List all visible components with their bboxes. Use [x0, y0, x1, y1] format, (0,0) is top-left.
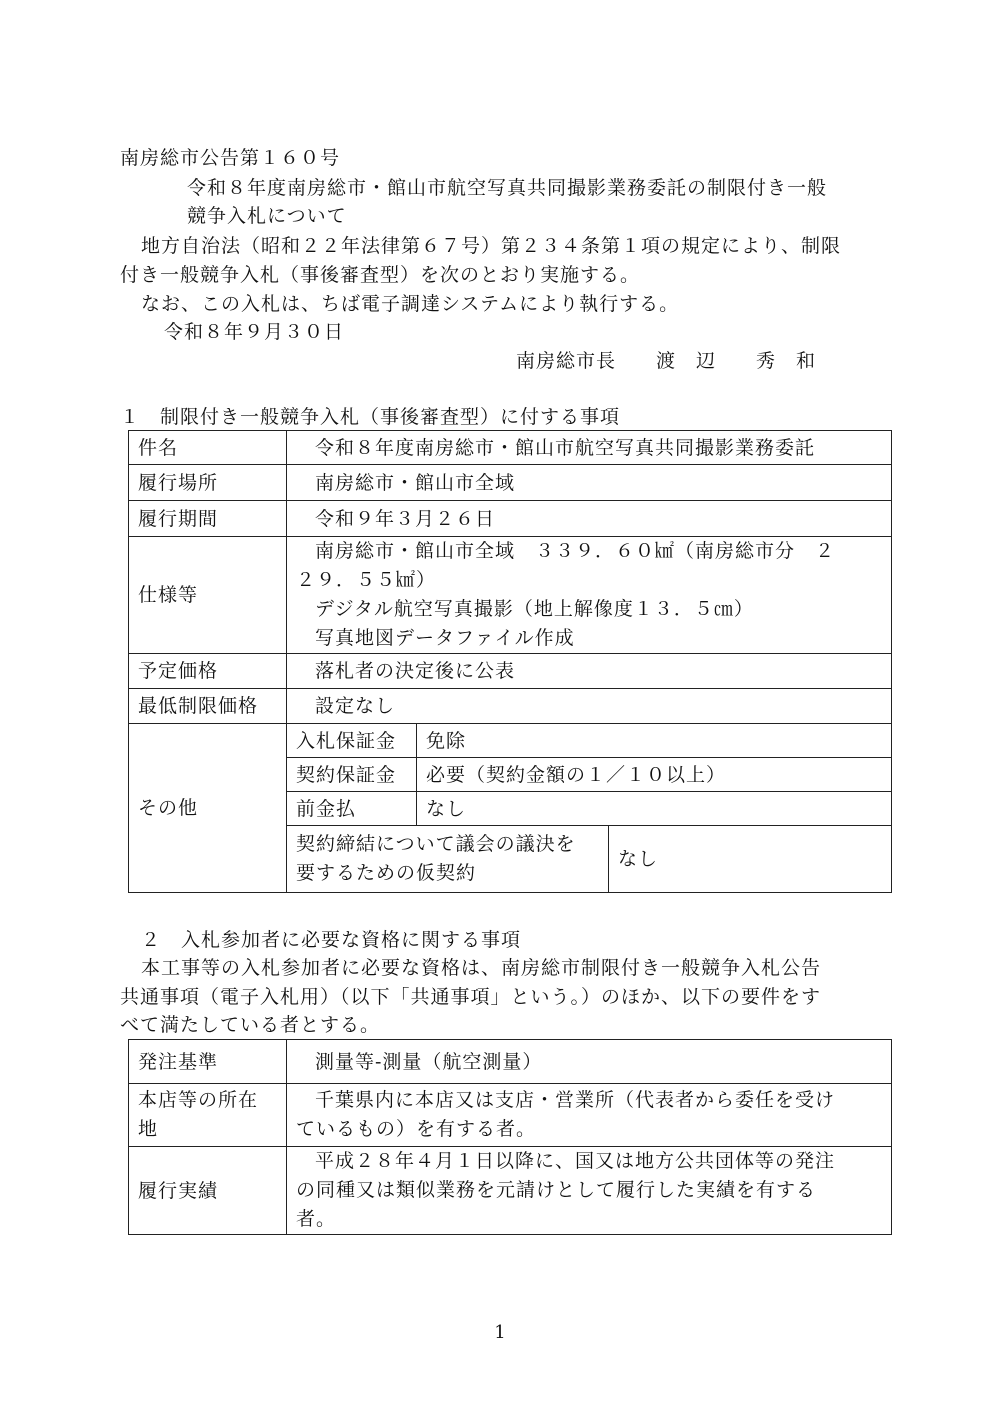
section2-body-line3: べて満たしている者とする。 — [120, 1014, 381, 1036]
contract-bond-value: 必要（契約金額の１／１０以上） — [417, 758, 892, 792]
table-row — [129, 654, 892, 689]
provisional-contract-label — [287, 826, 609, 893]
body-paragraph-line3: なお、この入札は、ちば電子調達システムにより執行する。 — [141, 293, 680, 315]
head-office-location-label — [129, 1084, 287, 1147]
price-label: 予定価格 — [129, 654, 287, 689]
period-label: 履行期間 — [129, 501, 287, 537]
spec-line: 南房総市・館山市全域 ３３９．６０㎢（南房総市分 ２ — [315, 540, 836, 562]
table-row — [129, 465, 892, 501]
body-paragraph-line2: 付き一般競争入札（事後審査型）を次のとおり実施する。 — [120, 264, 641, 286]
name-label: 件名 — [129, 431, 287, 465]
body-paragraph-line1: 地方自治法（昭和２２年法律第６７号）第２３４条第１項の規定により、制限 — [141, 235, 842, 257]
head-office-location-line: 千葉県内に本店又は支店・営業所（代表者から委任を受け — [315, 1089, 836, 1111]
notice-date: 令和８年９月３０日 — [164, 321, 345, 343]
place-label: 履行場所 — [129, 465, 287, 501]
order-basis-value: 測量等-測量（航空測量） — [287, 1040, 892, 1084]
table-row — [129, 724, 892, 758]
spec-line: ２９．５５㎢） — [296, 569, 437, 591]
table-row — [129, 689, 892, 724]
min-price-value: 設定なし — [287, 689, 892, 724]
spec-label: 仕様等 — [129, 537, 287, 654]
table-row — [129, 431, 892, 465]
spec-line: 写真地図データファイル作成 — [315, 627, 575, 649]
head-office-location-line: ているもの）を有する者。 — [296, 1118, 537, 1140]
period-value: 令和９年３月２６日 — [287, 501, 892, 537]
section2-heading: ２ 入札参加者に必要な資格に関する事項 — [141, 929, 522, 951]
bid-bond-label: 入札保証金 — [287, 724, 417, 758]
performance-record-line: 者。 — [296, 1208, 337, 1230]
table-row — [129, 1040, 892, 1084]
head-office-location-label-line: 本店等の所在 — [138, 1089, 259, 1111]
provisional-contract-label-line: 要するための仮契約 — [296, 862, 477, 884]
notice-title-line1: 令和８年度南房総市・館山市航空写真共同撮影業務委託の制限付き一般 — [187, 177, 828, 199]
qualification-table — [128, 1039, 892, 1235]
provisional-contract-label-line: 契約締結について議会の議決を — [296, 833, 576, 855]
performance-record-value — [287, 1147, 892, 1235]
provisional-contract-value: なし — [609, 826, 892, 893]
section2-body-line1: 本工事等の入札参加者に必要な資格は、南房総市制限付き一般競争入札公告 — [141, 957, 822, 979]
spec-value — [287, 537, 892, 654]
page-number: 1 — [494, 1322, 506, 1343]
order-basis-label: 発注基準 — [129, 1040, 287, 1084]
table-row — [129, 537, 892, 654]
bid-bond-value: 免除 — [417, 724, 892, 758]
notice-number: 南房総市公告第１６０号 — [120, 147, 341, 169]
other-label: その他 — [129, 724, 287, 893]
bid-details-table — [128, 430, 892, 893]
name-value: 令和８年度南房総市・館山市航空写真共同撮影業務委託 — [287, 431, 892, 465]
spec-line: デジタル航空写真撮影（地上解像度１３．５㎝） — [315, 598, 754, 620]
advance-payment-label: 前金払 — [287, 792, 417, 826]
advance-payment-value: なし — [417, 792, 892, 826]
price-value: 落札者の決定後に公表 — [287, 654, 892, 689]
performance-record-line: 平成２８年４月１日以降に、国又は地方公共団体等の発注 — [315, 1150, 836, 1172]
table-row — [129, 501, 892, 537]
place-value: 南房総市・館山市全域 — [287, 465, 892, 501]
performance-record-line: の同種又は類似業務を元請けとして履行した実績を有する — [296, 1179, 817, 1201]
section1-heading: １ 制限付き一般競争入札（事後審査型）に付する事項 — [120, 406, 621, 428]
performance-record-label: 履行実績 — [129, 1147, 287, 1235]
head-office-location-value — [287, 1084, 892, 1147]
head-office-location-label-line: 地 — [138, 1118, 159, 1140]
section2-body-line2: 共通事項（電子入札用）（以下「共通事項」という。）のほか、以下の要件をす — [120, 986, 822, 1008]
notice-title-line2: 競争入札について — [187, 205, 347, 227]
table-row — [129, 1147, 892, 1235]
min-price-label: 最低制限価格 — [129, 689, 287, 724]
signatory: 南房総市長 渡 辺 秀 和 — [516, 350, 817, 372]
table-row — [129, 1084, 892, 1147]
contract-bond-label: 契約保証金 — [287, 758, 417, 792]
